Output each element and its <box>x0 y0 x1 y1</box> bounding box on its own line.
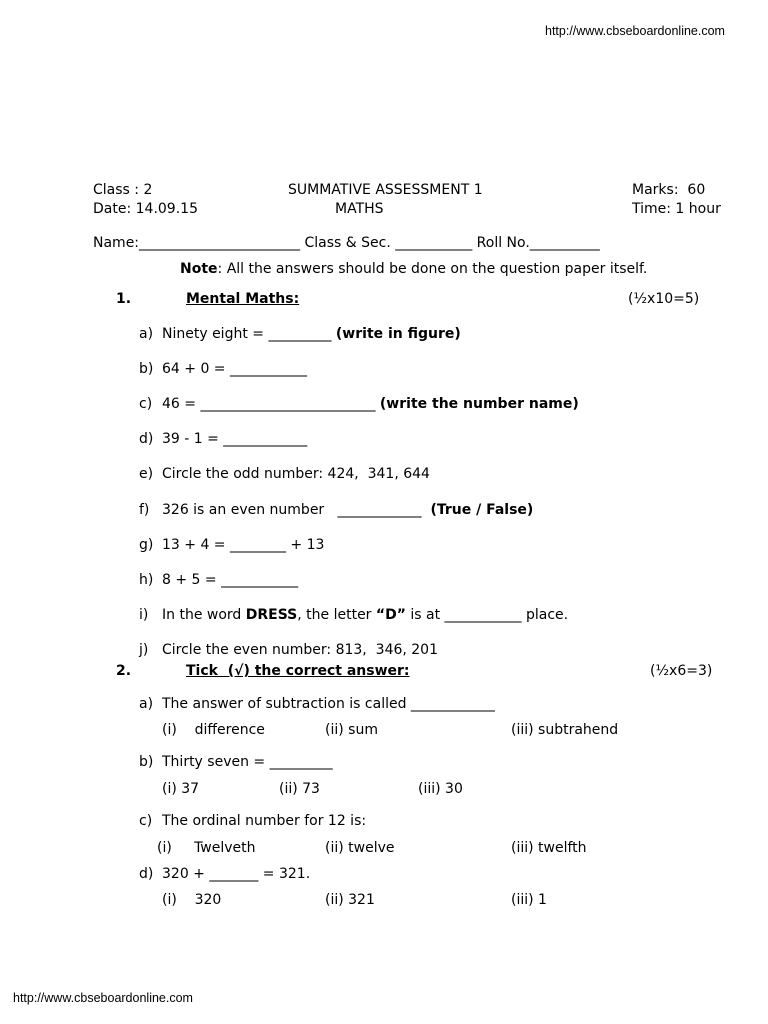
q1j-letter: j) <box>139 642 149 658</box>
q1b-letter: b) <box>139 361 154 377</box>
q2b-option-3: (iii) 30 <box>418 781 463 797</box>
q2b-option-2: (ii) 73 <box>279 781 320 797</box>
q2a-text: The answer of subtraction is called ____________ <box>162 696 495 712</box>
q2a-letter: a) <box>139 696 154 712</box>
q1i-pre: In the word <box>162 607 246 623</box>
q1g-text: 13 + 4 = ________ + 13 <box>162 537 325 553</box>
q1i-word: DRESS <box>245 607 298 623</box>
q1a-instruction: (write in figure) <box>335 326 461 342</box>
q1a-letter: a) <box>139 326 154 342</box>
q2d-option-1: (i) 320 <box>162 892 222 908</box>
q1i-post: is at ___________ place. <box>405 607 569 623</box>
q1i-mid: , the letter <box>297 607 376 623</box>
q2d-option-3: (iii) 1 <box>511 892 547 908</box>
note-text: : All the answers should be done on the question paper itself. <box>217 261 648 277</box>
q1i-letter-d: “D” <box>375 607 406 623</box>
section-1-marks: (½x10=5) <box>628 291 700 307</box>
q2c-option-1: (i) Twelveth <box>157 840 256 856</box>
header-url: http://www.cbseboardonline.com <box>545 24 725 38</box>
q1a-text <box>162 326 461 343</box>
q1j-text: Circle the even number: 813, 346, 201 <box>162 642 439 658</box>
section-2-marks: (½x6=3) <box>650 663 713 679</box>
q2a-option-2: (ii) sum <box>325 722 378 738</box>
q1e-letter: e) <box>139 466 154 482</box>
q1c-question: 46 = _________________________ <box>162 396 380 412</box>
q2b-option-1: (i) 37 <box>162 781 200 797</box>
q1a-question: Ninety eight = _________ <box>162 326 336 342</box>
q1i-letter: i) <box>139 607 149 623</box>
q2b-text: Thirty seven = _________ <box>162 754 333 770</box>
class-label: Class : 2 <box>93 182 153 198</box>
q1c-letter: c) <box>139 396 153 412</box>
q2c-text: The ordinal number for 12 is: <box>162 813 367 829</box>
q1d-text: 39 - 1 = ____________ <box>162 431 308 447</box>
section-2-number: 2. <box>116 663 132 679</box>
q1b-text: 64 + 0 = ___________ <box>162 361 307 377</box>
section-1-number: 1. <box>116 291 132 307</box>
note-label: Note <box>180 261 218 277</box>
q1h-letter: h) <box>139 572 154 588</box>
q1i-text <box>162 607 568 624</box>
q1f-instruction: (True / False) <box>430 502 534 518</box>
q1d-letter: d) <box>139 431 154 447</box>
section-1-title: Mental Maths: <box>186 291 300 307</box>
q1f-letter: f) <box>139 502 150 518</box>
note <box>180 261 647 278</box>
q2d-text: 320 + _______ = 321. <box>162 866 311 882</box>
q1h-text: 8 + 5 = ___________ <box>162 572 299 588</box>
q2c-option-3: (iii) twelfth <box>511 840 587 856</box>
q2c-option-2: (ii) twelve <box>325 840 395 856</box>
marks-label: Marks: 60 <box>632 182 706 198</box>
footer-url: http://www.cbseboardonline.com <box>13 991 193 1005</box>
date-label: Date: 14.09.15 <box>93 201 198 217</box>
q2d-option-2: (ii) 321 <box>325 892 375 908</box>
time-label: Time: 1 hour <box>632 201 721 217</box>
q2c-letter: c) <box>139 813 153 829</box>
q1c-instruction: (write the number name) <box>379 396 579 412</box>
q1f-question: 326 is an even number ____________ <box>162 502 431 518</box>
q2d-letter: d) <box>139 866 154 882</box>
q1e-text: Circle the odd number: 424, 341, 644 <box>162 466 430 482</box>
q2a-option-3: (iii) subtrahend <box>511 722 619 738</box>
section-2-title: Tick (√) the correct answer: <box>186 663 410 679</box>
subject-label: MATHS <box>335 201 384 217</box>
q1g-letter: g) <box>139 537 154 553</box>
q2a-option-1: (i) difference <box>162 722 265 738</box>
student-details-line: Name:_______________________ Class & Sec. ___________ Roll No.__________ <box>93 235 600 251</box>
q1f-text <box>162 502 533 519</box>
q1c-text <box>162 396 579 413</box>
q2b-letter: b) <box>139 754 154 770</box>
exam-title: SUMMATIVE ASSESSMENT 1 <box>288 182 483 198</box>
